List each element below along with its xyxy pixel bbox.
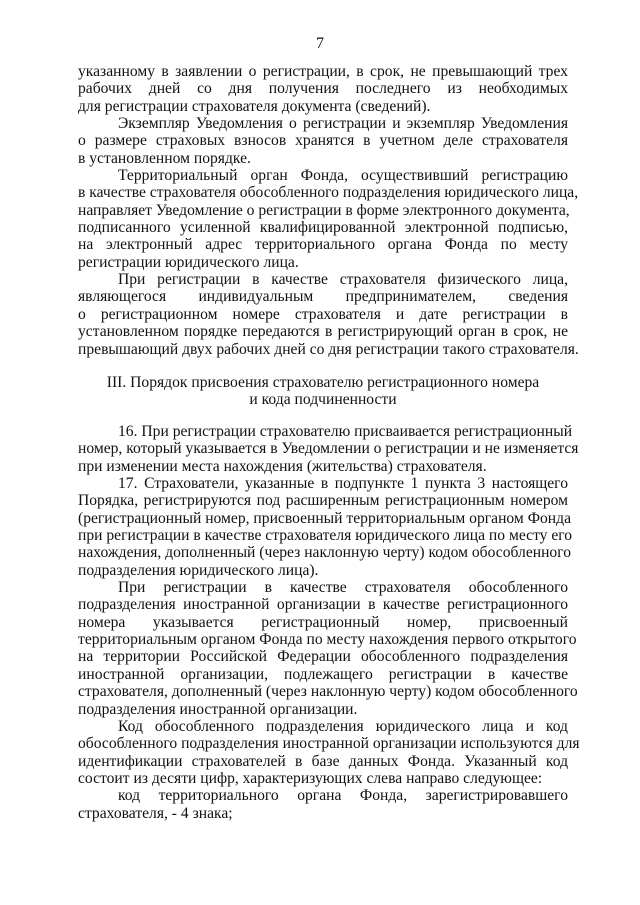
text-line: в качестве страхователя обособленного подразделения юридического лица,	[78, 184, 579, 202]
text-line: превышающий двух рабочих дней со дня регистрации такого страхователя.	[78, 340, 579, 358]
paragraph	[78, 271, 579, 358]
text-line: в установленном порядке.	[78, 149, 251, 167]
section-heading-line: и кода подчиненности	[249, 391, 397, 409]
text-line: при изменении места нахождения (жительства) страхователя.	[78, 457, 487, 475]
text-line: код территориального органа Фонда, зарегистрировавшего	[118, 787, 568, 805]
text-line: При регистрации в качестве страхователя физического лица,	[118, 271, 568, 289]
text-line: обособленного подразделения иностранной организации используются для	[78, 735, 580, 753]
text-line: установленном порядке передаются в регистрирующий орган в срок, не	[78, 323, 568, 341]
text-line: подразделения иностранной организации в качестве регистрационного	[78, 596, 568, 614]
text-line: при регистрации в качестве страхователя юридического лица по месту его	[78, 527, 573, 545]
text-line: Код обособленного подразделения юридического лица и код	[118, 717, 568, 735]
text-line: 17. Страхователи, указанные в подпункте 1 пункта 3 настоящего	[118, 475, 568, 493]
text-line: Территориальный орган Фонда, осуществивший регистрацию	[118, 167, 568, 185]
text-line: направляет Уведомление о регистрации в форме электронного документа,	[78, 201, 570, 219]
section-heading-line: III. Порядок присвоения страхователю регистрационного номера	[106, 374, 540, 391]
text-line: номер, который указывается в Уведомлении о регистрации и не изменяется	[78, 440, 579, 458]
paragraph	[78, 787, 568, 822]
text-line: состоит из десяти цифр, характеризующих слева направо следующее:	[78, 769, 543, 787]
text-line: нахождения, дополненный (через наклонную черту) кодом обособленного	[78, 544, 572, 562]
text-line: иностранной организации, подлежащего регистрации в качестве	[78, 665, 568, 683]
text-line: являющегося индивидуальным предпринимателем, сведения	[78, 288, 568, 306]
text-line: указанному в заявлении о регистрации, в срок, не превышающий трех	[78, 63, 568, 80]
text-line: о размере страховых взносов хранятся в учетном деле страхователя	[78, 132, 568, 150]
paragraph	[78, 63, 568, 115]
text-line: о регистрационном номере страхователя и дате регистрации в	[78, 305, 568, 323]
paragraph	[78, 167, 579, 271]
text-line: рабочих дней со дня получения последнего из необходимых	[78, 80, 568, 98]
text-line: номера указывается регистрационный номер, присвоенный	[78, 613, 568, 631]
paragraph	[78, 115, 568, 167]
text-line: страхователя, - 4 знака;	[78, 804, 233, 822]
text-line: Порядка, регистрируются под расширенным регистрационным номером	[78, 492, 568, 510]
text-line: (регистрационный номер, присвоенный территориальным органом Фонда	[78, 509, 572, 527]
paragraph	[78, 579, 578, 718]
paragraph	[78, 717, 580, 787]
text-line: регистрации юридического лица.	[78, 253, 299, 271]
text-line: подписанного усиленной квалифицированной электронной подписью,	[78, 219, 568, 237]
bottom-text-block	[78, 423, 580, 822]
text-line: Экземпляр Уведомления о регистрации и экземпляр Уведомления	[118, 115, 568, 133]
paragraph	[78, 475, 573, 579]
text-line: страхователя, дополненный (через наклонную черту) кодом обособленного	[78, 683, 578, 701]
text-line: на электронный адрес территориального органа Фонда по месту	[78, 236, 568, 254]
page-number: 7	[316, 35, 324, 52]
text-line: подразделения юридического лица).	[78, 561, 319, 579]
text-line: территориальным органом Фонда по месту нахождения первого открытого	[78, 631, 577, 649]
text-line: идентификации страхователей в базе данных Фонда. Указанный код	[78, 752, 568, 770]
text-line: подразделения иностранной организации.	[78, 700, 358, 718]
text-line: 16. При регистрации страхователю присваивается регистрационный	[118, 423, 573, 440]
text-line: При регистрации в качестве страхователя обособленного	[118, 579, 568, 597]
top-text-block	[78, 63, 579, 358]
text-line: для регистрации страхователя документа (сведений).	[78, 97, 431, 115]
paragraph	[78, 423, 579, 475]
text-line: на территории Российской Федерации обособленного подразделения	[78, 648, 568, 666]
section-heading	[78, 374, 568, 409]
